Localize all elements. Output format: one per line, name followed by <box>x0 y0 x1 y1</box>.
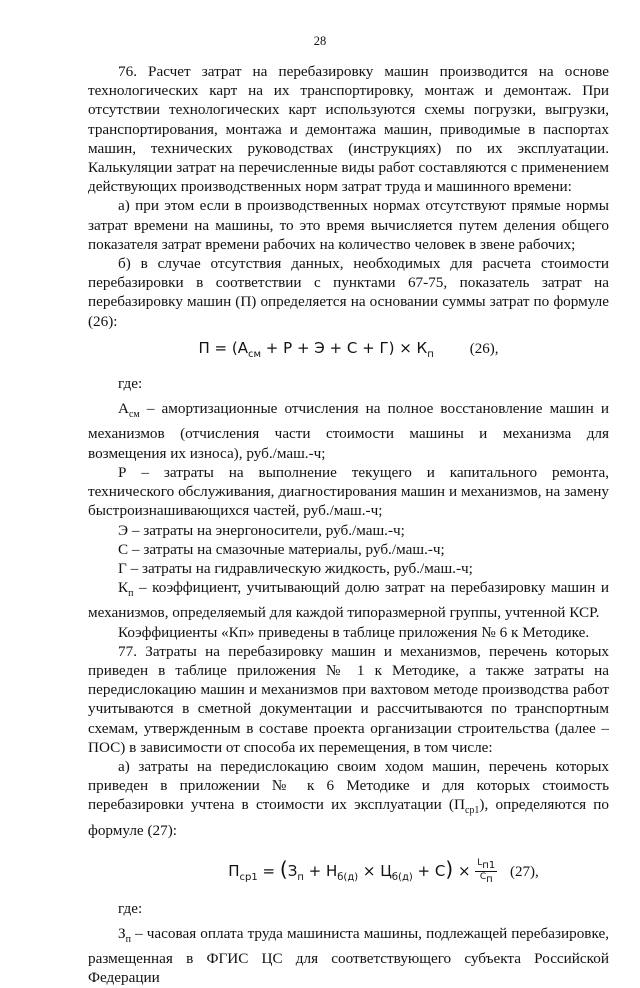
definition-kp: $К_п$ – коэффициент, учитывающий долю затрат на перебазировку машин и механизмов, определяемый для каждой типоразмерной группы, учтенной КСР. <box>88 579 610 622</box>
paragraph-76: 76. Расчет затрат на перебазировку машин производится на основе технологических карт на их транспортировку, монтаж и демонтаж. При отсутствии технологических карт используются схемы погрузки, выгрузки, транспортирования, монтажа и демонтажа машин, приводимые в паспортах машин, технических руководствах (инструкциях) по их эксплуатации. Калькуляции затрат на перечисленные виды работ составляются с применением действующих производственных норм затрат труда и машинного времени: <box>88 63 609 196</box>
document-body <box>88 62 609 988</box>
formula-27-number: (27), <box>509 863 539 880</box>
coefficient-note: Коэффициенты «Кп» приведены в таблице приложения № 6 к Методике. <box>118 623 590 641</box>
definition-s: С – затраты на смазочные материалы, руб./маш.-ч; <box>118 540 445 558</box>
paragraph-77: 77. Затраты на перебазировку машин и механизмов, перечень которых приведен в таблице приложения № 1 к Методике, а также затраты на передислокацию машин и механизмов при вахтовом методе производства работ учитываются в сметной документации и рассчитываются по транспортным схемам, утвержденным в составе проекта организации строительства (далее – ПОС) в зависимости от способа их перемещения, в том числе: <box>88 642 609 756</box>
definition-e: Э – затраты на энергоносители, руб./маш.-ч; <box>118 521 405 539</box>
definition-asm: $А_{см}$ – амортизационные отчисления на полное восстановление машин и механизмов (отчисления части стоимости машины и механизма для возмещения их износа), руб./маш.-ч; <box>88 400 609 462</box>
definition-zp: $З_п$ – часовая оплата труда машиниста машины, подлежащей перебазировке, размещенная в ФГИС ЦС для соответствующего субъекта Российской Федерации <box>88 925 609 987</box>
where-label-1: где: <box>118 375 143 393</box>
where-label-2: где: <box>118 899 143 917</box>
page-number: 28 <box>313 34 327 48</box>
paragraph-76-b: б) в случае отсутствия данных, необходимых для расчета стоимости перебазировки в соответствии с пунктами 67-75, показатель затрат на перебазировку машин (П) определяется на основании суммы затрат по формуле (26): <box>88 255 609 330</box>
paragraph-76-a: а) при этом если в производственных нормах отсутствуют прямые нормы затрат времени на машины, то это время вычисляется путем деления общего показателя затрат времени рабочих на количество человек в звене рабочих; <box>88 197 609 253</box>
definition-g: Г – затраты на гидравлическую жидкость, руб./маш.-ч; <box>118 559 473 577</box>
paragraph-77-a: а) затраты на передислокацию своим ходом машин, перечень которых приведен в приложении № к 6 Методике и для которых стоимость перебазировки учтена в стоимости их эксплуатации $(П_{ср1})$, определяются по формуле (27): <box>88 757 609 839</box>
formula-26-number: (26), <box>469 340 499 357</box>
formula-27: $П_{ср1} = (З_п + Н_{б(д)} \times Ц_{б(д)} + С)$ × $\frac{L_{п1}}{С_п}$ (27), <box>228 856 539 885</box>
formula-27-fraction: $\frac{L_{п1}}{С_п}$ <box>477 857 496 885</box>
formula-26: $П = (А_{см} + Р + Э + С + Г) \times К_п$ (26), <box>198 338 499 360</box>
definition-r: Р – затраты на выполнение текущего и капитального ремонта, технического обслуживания, диагностирования машин и механизмов, на замену быстроизнашивающихся частей, руб./маш.-ч; <box>88 463 609 520</box>
